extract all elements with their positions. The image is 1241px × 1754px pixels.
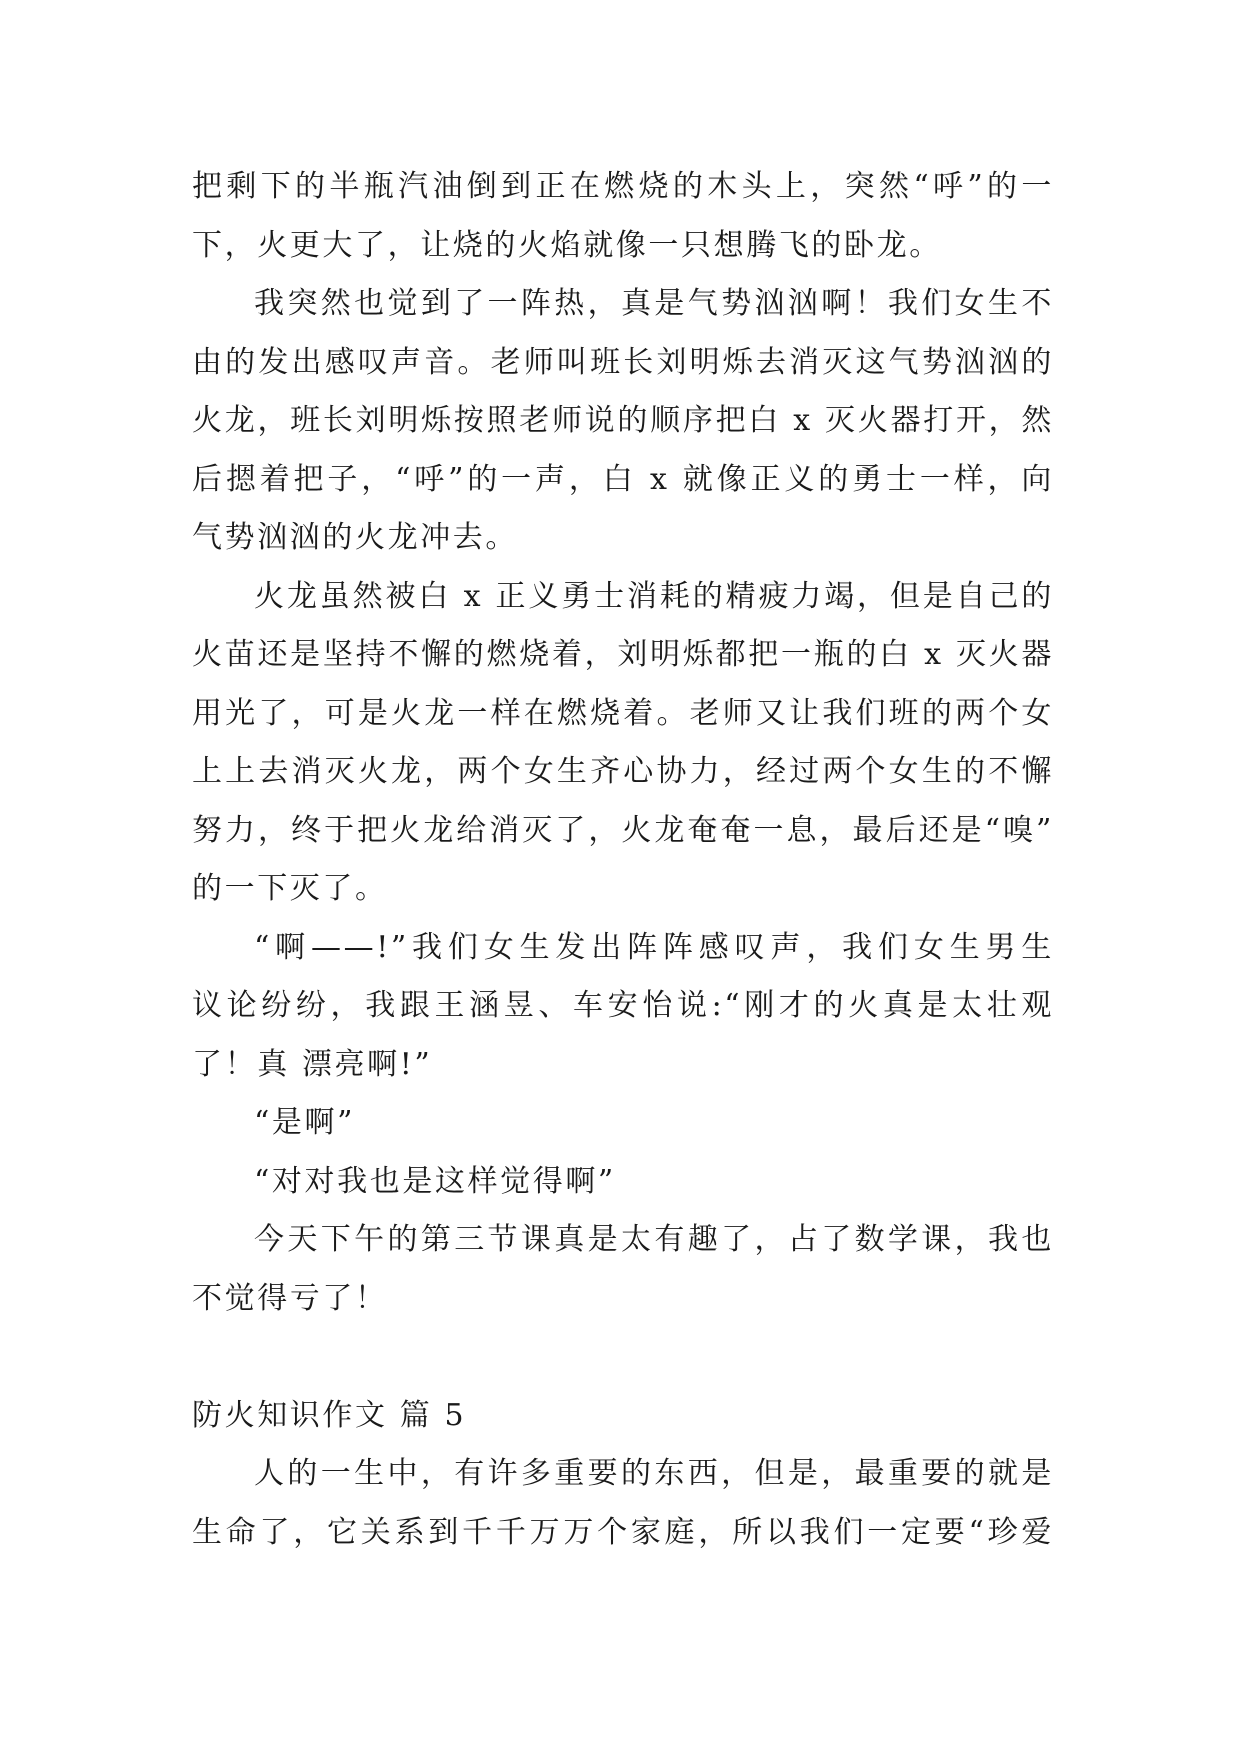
paragraph-line: 火龙虽然被白 x 正义勇士消耗的精疲力竭，但是自己的 (254, 578, 1054, 614)
paragraph-line: 议论纷纷，我跟王涵昱、车安怡说:“刚才的火真是太壮观 (192, 988, 1054, 1023)
section-heading: 防火知识作文 篇 5 (192, 1397, 467, 1433)
paragraph-line: 火苗还是坚持不懈的燃烧着，刘明烁都把一瓶的白 x 灭火器 (192, 637, 1054, 672)
paragraph-line: 了！真 漂亮啊!” (192, 1046, 433, 1082)
paragraph-line: 用光了，可是火龙一样在燃烧着。老师又让我们班的两个女 (192, 695, 1054, 731)
paragraph-line: 不觉得亏了！ (192, 1280, 388, 1316)
section-spacer (192, 1328, 1054, 1387)
paragraph-line: 气势汹汹的火龙冲去。 (192, 520, 518, 555)
paragraph-line: 上上去消灭火龙，两个女生齐心协力，经过两个女生的不懈 (192, 754, 1054, 789)
paragraph-line: 我突然也觉到了一阵热，真是气势汹汹啊！我们女生不 (254, 286, 1054, 321)
paragraph-line: 火龙，班长刘明烁按照老师说的顺序把白 x 灭火器打开，然 (192, 403, 1054, 438)
paragraph-line: 努力，终于把火龙给消灭了，火龙奄奄一息，最后还是“嗅” (192, 812, 1054, 848)
paragraph-line: 今天下午的第三节课真是太有趣了，占了数学课，我也 (254, 1222, 1054, 1257)
paragraph-line: 下，火更大了，让烧的火焰就像一只想腾飞的卧龙。 (192, 227, 942, 263)
paragraph-line: 后摁着把子，“呼”的一声，白 x 就像正义的勇士一样，向 (192, 461, 1054, 497)
paragraph-line: 人的一生中，有许多重要的东西，但是，最重要的就是 (254, 1456, 1054, 1491)
paragraph-line: 生命了，它关系到千千万万个家庭，所以我们一定要“珍爱 (192, 1514, 1054, 1550)
paragraph-line: 由的发出感叹声音。老师叫班长刘明烁去消灭这气势汹汹的 (192, 344, 1054, 380)
document-body (192, 158, 1054, 1562)
paragraph-line: “是啊” (254, 1105, 356, 1140)
paragraph-line: “对对我也是这样觉得啊” (254, 1163, 616, 1199)
paragraph-line: 的一下灭了。 (192, 871, 388, 906)
paragraph-line: “啊——!”我们女生发出阵阵感叹声，我们女生男生 (254, 929, 1054, 965)
paragraph-line: 把剩下的半瓶汽油倒到正在燃烧的木头上，突然“呼”的一 (192, 169, 1054, 204)
